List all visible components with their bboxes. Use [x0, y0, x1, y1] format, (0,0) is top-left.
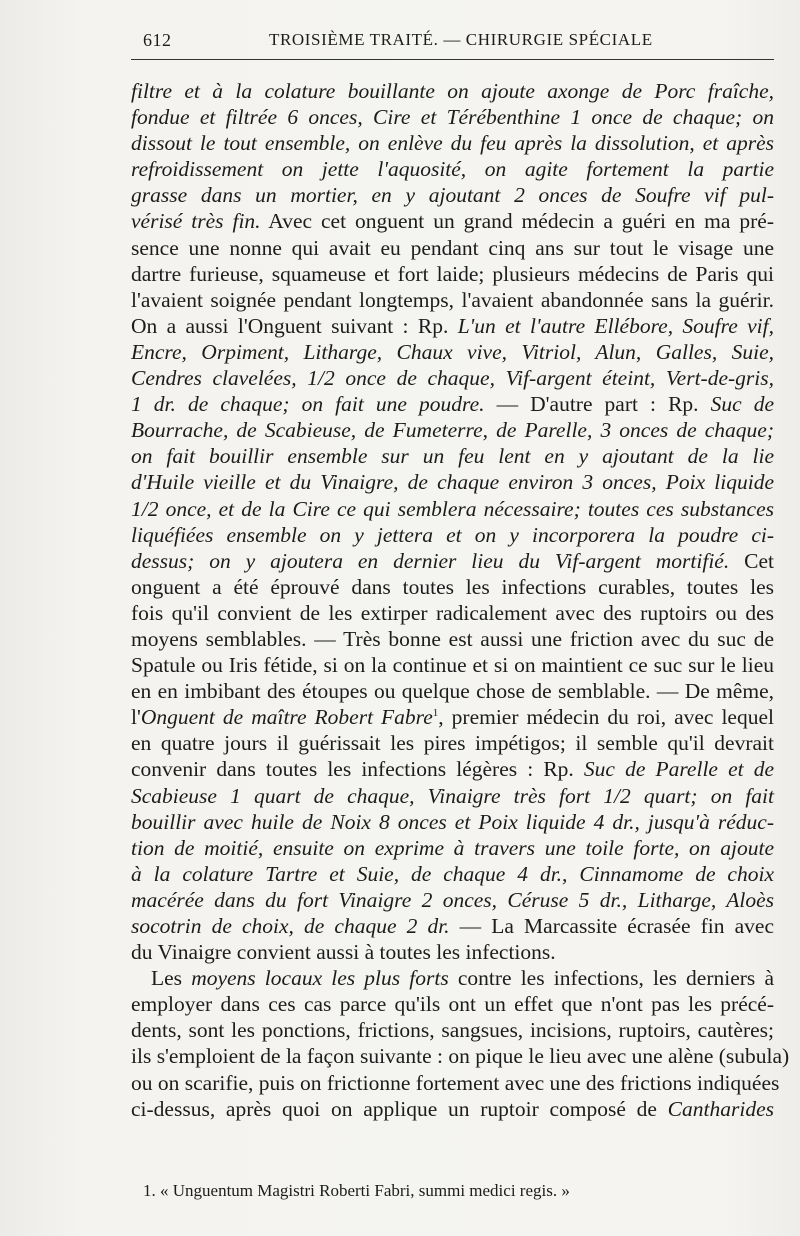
italic-segment: 1 dr. de chaque; on fait une poudre.: [131, 392, 485, 417]
text-line: [131, 130, 774, 156]
text-segment: Spatule ou Iris fétide, si on la continue et si on maintient ce suc sur le lieu: [131, 653, 774, 678]
text-segment: sence une nonne qui avait eu pendant cinq ans sur tout le visage une: [131, 235, 774, 260]
text-line: [131, 600, 774, 626]
text-segment: , premier médecin du roi, avec lequel: [438, 705, 774, 730]
text-line: [131, 182, 774, 208]
italic-segment: filtre et à la colature bouillante on ajoute axonge de Porc fraîche,: [131, 79, 774, 103]
text-segment: contre les infections, les derniers à: [448, 966, 774, 991]
text-segment: ils s'emploient de la façon suivante : on pique le lieu avec une alène (subula): [131, 1044, 790, 1069]
text-segment: Cet: [729, 548, 774, 573]
italic-segment: grasse dans un mortier, en y ajoutant 2 onces de Soufre vif pul-: [131, 183, 774, 208]
text-segment: Avec cet onguent un grand médecin a guéri en ma pré-: [260, 209, 774, 234]
text-line: [131, 730, 774, 756]
text-line: [131, 626, 774, 652]
body-text: [131, 78, 790, 1122]
text-line: [131, 522, 774, 548]
footnote-ref: 1: [432, 707, 439, 720]
text-line: [131, 208, 774, 234]
text-line: [131, 1096, 774, 1122]
italic-segment: liquéfiées ensemble on y jettera et on y incorporera la poudre ci-: [131, 522, 774, 547]
text-segment: — La Marcassite écrasée fin avec: [449, 914, 774, 938]
italic-segment: refroidissement on jette l'aquosité, on agite fortement la partie: [131, 157, 774, 182]
text-line: [131, 548, 774, 574]
text-segment: l'avaient soignée pendant longtemps, l'avaient abandonnée sans la guérir.: [131, 287, 774, 312]
text-line: [131, 104, 774, 130]
text-segment: ou on scarifie, puis on frictionne fortement avec une des frictions indiquées: [131, 1070, 780, 1095]
text-segment: ci-dessus, après quoi on applique un ruptoir composé de: [131, 1096, 668, 1121]
italic-segment: L'un et l'autre Ellébore, Soufre vif,: [457, 313, 774, 338]
text-line: [131, 783, 774, 809]
text-line: [131, 496, 774, 522]
text-line: [131, 156, 774, 182]
italic-segment: tion de moitié, ensuite on exprime à travers une toile forte, on ajoute: [131, 835, 774, 860]
italic-segment: on fait bouillir ensemble sur un feu lent en y ajoutant de la lie: [131, 444, 774, 469]
text-line: [131, 835, 774, 861]
text-segment: — D'autre part : Rp.: [484, 392, 711, 417]
text-segment: dartre furieuse, squameuse et fort laide; plusieurs médecins de Paris qui: [131, 261, 774, 286]
text-line: [131, 861, 774, 887]
text-line: [131, 78, 774, 104]
text-segment: en quatre jours il guérissait les pires impétigos; il semble qu'il devrait: [131, 731, 774, 756]
footnote: [143, 1180, 773, 1202]
italic-segment: Onguent de maître Robert Fabre: [140, 705, 433, 730]
text-segment: fois qu'il convient de les extirper radicalement avec des ruptoirs ou des: [131, 600, 774, 625]
text-line: [131, 756, 774, 782]
running-head: TROISIÈME TRAITÉ. — CHIRURGIE SPÉCIALE: [269, 30, 653, 49]
text-segment: l': [131, 705, 141, 730]
text-line: [131, 913, 774, 939]
footnote-text: « Unguentum Magistri Roberti Fabri, summi medici regis. »: [160, 1181, 570, 1200]
italic-segment: à la colature Tartre et Suie, de chaque 4 dr., Cinnamome de choix: [131, 861, 774, 886]
text-line: [131, 678, 774, 704]
italic-segment: moyens locaux les plus forts: [191, 966, 449, 991]
text-line: [131, 469, 774, 495]
text-line: [131, 887, 774, 913]
text-line: [131, 339, 774, 365]
page-number: 612: [143, 30, 172, 50]
text-line: [131, 313, 774, 339]
text-segment: employer dans ces cas parce qu'ils ont un effet que n'ont pas les précé-: [131, 992, 774, 1017]
text-line: [131, 261, 774, 287]
text-line: [131, 235, 774, 261]
text-line: [131, 1043, 790, 1069]
text-segment: On a aussi l'Onguent suivant : Rp.: [131, 313, 458, 338]
text-line: [131, 574, 774, 600]
text-line: [131, 287, 774, 313]
text-segment: moyens semblables. — Très bonne est aussi une friction avec du suc de: [131, 626, 774, 651]
footnote-marker: 1.: [143, 1181, 156, 1200]
text-line: [131, 652, 774, 678]
italic-segment: dessus; on y ajoutera en dernier lieu du Vif-argent mortifié.: [131, 548, 730, 573]
italic-segment: fondue et filtrée 6 onces, Cire et Térébenthine 1 once de chaque; on: [131, 105, 774, 130]
text-line: [131, 391, 774, 417]
italic-segment: Suc de Parelle et de: [583, 757, 774, 782]
italic-segment: vérisé très fin.: [131, 209, 261, 234]
text-line: [131, 365, 774, 391]
text-line: [131, 1017, 774, 1043]
italic-segment: Cantharides: [667, 1096, 774, 1121]
text-line: [131, 991, 774, 1017]
italic-segment: Suc de: [710, 392, 775, 417]
italic-segment: Bourrache, de Scabieuse, de Fumeterre, de Parelle, 3 onces de chaque;: [131, 418, 774, 443]
text-segment: Les: [151, 966, 192, 991]
italic-segment: macérée dans du fort Vinaigre 2 onces, Céruse 5 dr., Litharge, Aloès: [131, 887, 774, 912]
page-header: [143, 22, 773, 58]
text-segment: du Vinaigre convient aussi à toutes les infections.: [131, 940, 556, 965]
text-line: [131, 809, 774, 835]
text-line: [131, 965, 774, 991]
text-segment: onguent a été éprouvé dans toutes les infections curables, toutes les: [131, 574, 774, 599]
italic-segment: Cendres clavelées, 1/2 once de chaque, Vif-argent éteint, Vert-de-gris,: [131, 366, 774, 391]
italic-segment: Encre, Orpiment, Litharge, Chaux vive, Vitriol, Alun, Galles, Suie,: [131, 339, 774, 364]
text-segment: en en imbibant des étoupes ou quelque chose de semblable. — De même,: [131, 679, 774, 704]
italic-segment: bouillir avec huile de Noix 8 onces et Poix liquide 4 dr., jusqu'à réduc-: [131, 809, 774, 834]
text-segment: convenir dans toutes les infections légères : Rp.: [131, 757, 584, 782]
italic-segment: socotrin de choix, de chaque 2 dr.: [131, 914, 450, 938]
italic-segment: dissout le tout ensemble, on enlève du feu après la dissolution, et après: [131, 131, 774, 156]
italic-segment: Scabieuse 1 quart de chaque, Vinaigre très fort 1/2 quart; on fait: [131, 783, 774, 808]
text-line: [131, 704, 774, 730]
text-line: [131, 939, 774, 965]
text-line: [131, 1070, 780, 1096]
header-rule: [131, 59, 774, 60]
text-line: [131, 417, 774, 443]
italic-segment: 1/2 once, et de la Cire ce qui semblera nécessaire; toutes ces substances: [131, 496, 774, 521]
text-line: [131, 443, 774, 469]
italic-segment: d'Huile vieille et du Vinaigre, de chaque environ 3 onces, Poix liquide: [131, 470, 774, 495]
text-segment: dents, sont les ponctions, frictions, sangsues, incisions, ruptoirs, cautères;: [131, 1018, 774, 1043]
